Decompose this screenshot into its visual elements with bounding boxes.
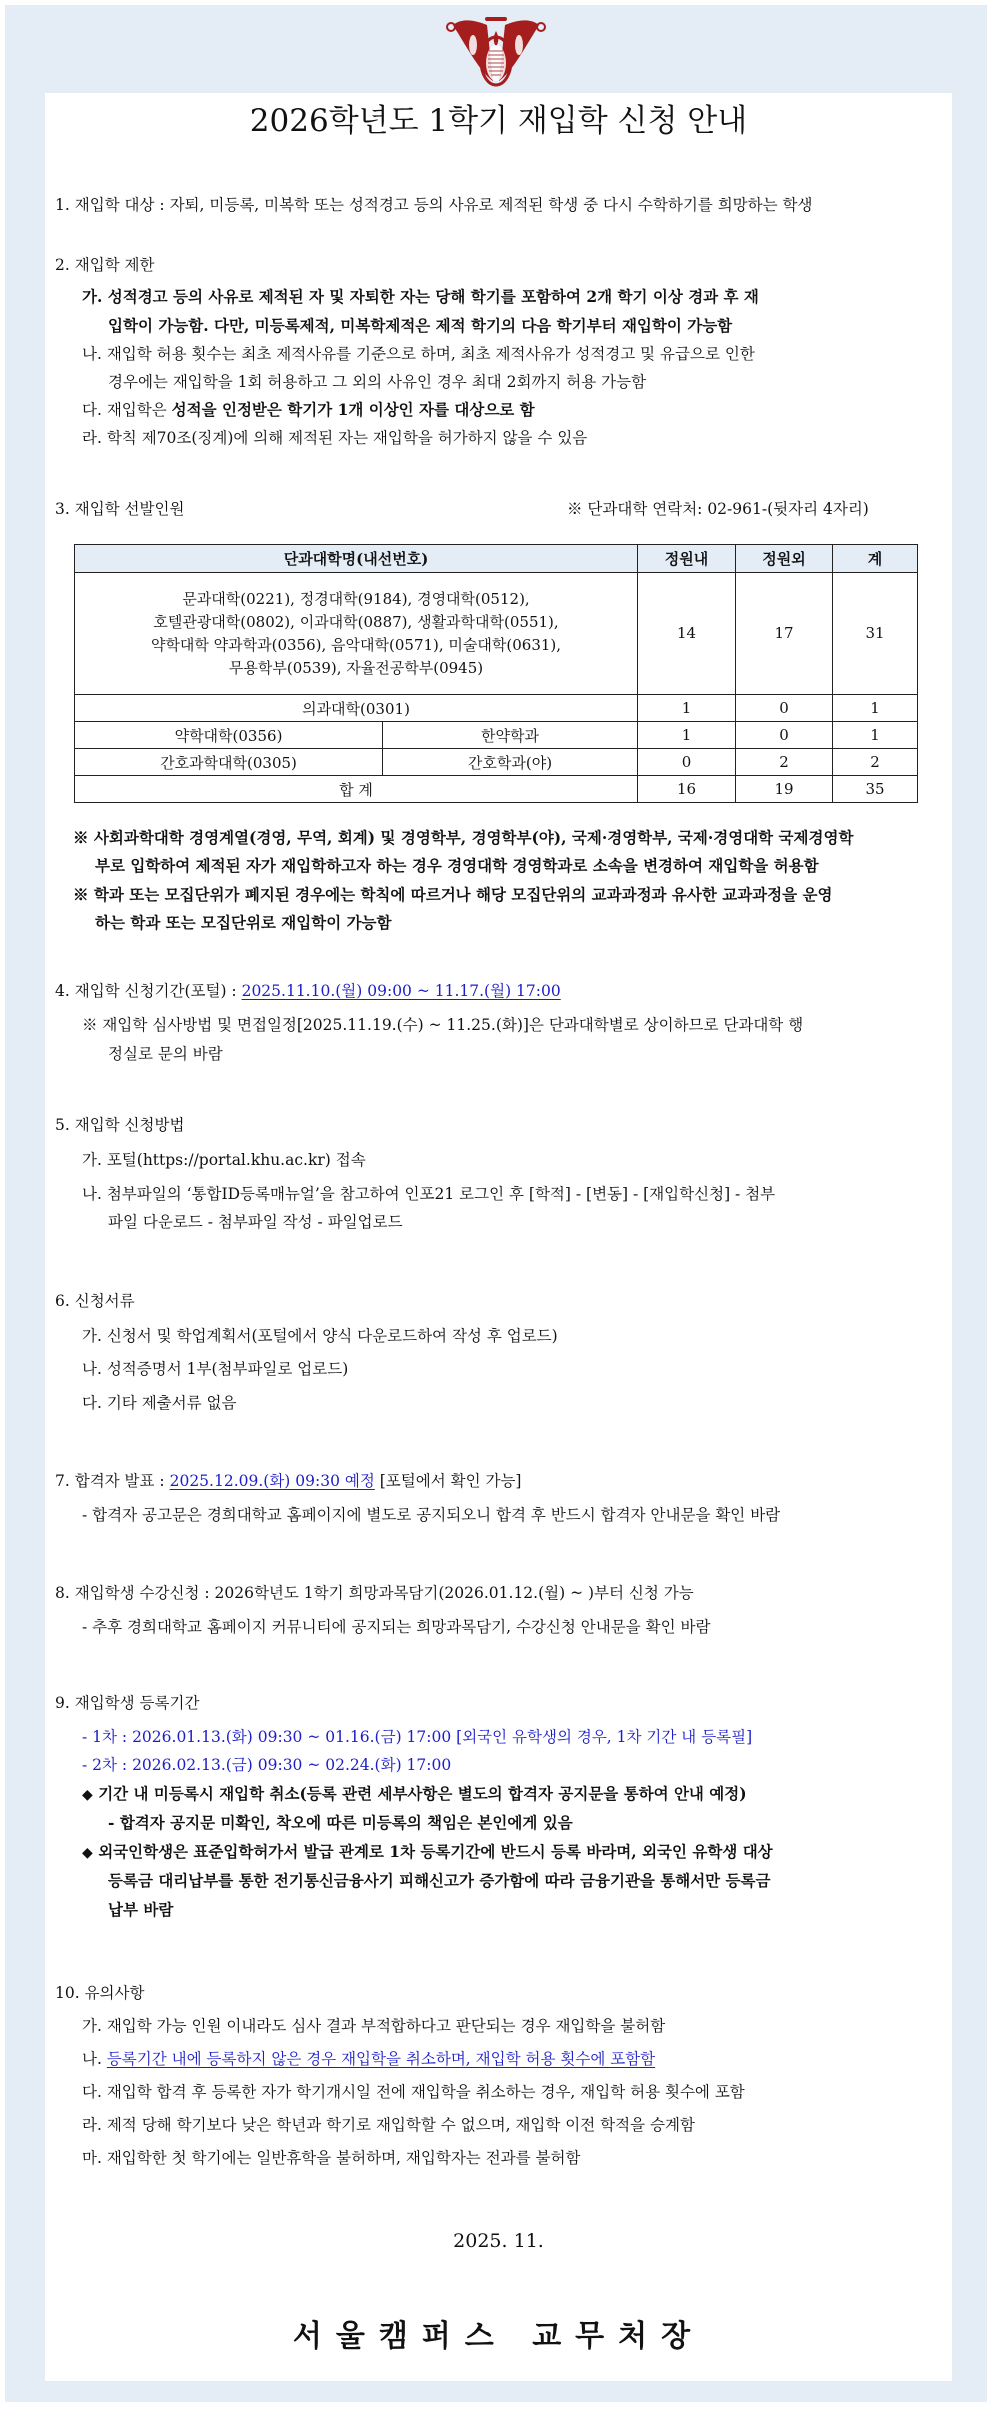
section-2-da-bold: 성적을 인정받은 학기가 1개 이상인 자를 대상으로 함 xyxy=(171,400,535,419)
section-8-course-registration: 8. 재입학생 수강신청 : 2026학년도 1학기 희망과목담기(2026.01.12.(월) ~ )부터 신청 가능 xyxy=(55,1584,694,1602)
sum-out-quota-cell: 19 xyxy=(736,776,833,803)
college-line: 무용학부(0539), 자율전공학부(0945) xyxy=(228,658,484,677)
section-3-heading: 3. 재입학 선발인원 xyxy=(55,500,185,518)
diamond-bullet-icon: ◆ xyxy=(82,1787,93,1803)
out-quota-cell: 2 xyxy=(736,749,833,776)
sum-total-cell: 35 xyxy=(833,776,918,803)
col-header-total: 계 xyxy=(833,545,918,573)
section-5-na-line1: 나. 첨부파일의 ‘통합ID등록매뉴얼’을 참고하여 인포21 로그인 후 [학적] - [변동] - [재입학신청] - 첨부 xyxy=(82,1185,776,1203)
section-7-note: - 합격자 공고문은 경희대학교 홈페이지에 별도로 공지되오니 합격 후 반드시 합격자 안내문을 확인 바람 xyxy=(82,1506,781,1524)
section-9-bullet1-sub: - 합격자 공지문 미확인, 착오에 따른 미등록의 책임은 본인에게 있음 xyxy=(108,1813,573,1832)
section-1-target: 1. 재입학 대상 : 자퇴, 미등록, 미복학 또는 성적경고 등의 사유로 제적된 학생 중 다시 수학하기를 희망하는 학생 xyxy=(55,196,813,214)
total-cell: 1 xyxy=(833,695,918,722)
table-row xyxy=(75,573,918,695)
section-2-da xyxy=(82,399,535,421)
abolished-unit-note-line1: ※ 학과 또는 모집단위가 폐지된 경우에는 학칙에 따르거나 해당 모집단위의 교과과정과 유사한 교과과정을 운영 xyxy=(73,885,833,904)
in-quota-cell: 0 xyxy=(638,749,736,776)
section-2-da-prefix: 다. 재입학은 xyxy=(82,401,172,419)
sum-in-quota-cell: 16 xyxy=(638,776,736,803)
college-line: 문과대학(0221), 정경대학(9184), 경영대학(0512), xyxy=(182,589,530,608)
announcement-date: 2025.12.09.(화) 09:30 예정 xyxy=(169,1472,375,1490)
section-10-ma: 마. 재입학한 첫 학기에는 일반휴학을 불허하며, 재입학자는 전과를 불허함 xyxy=(82,2149,581,2167)
college-cell: 의과대학(0301) xyxy=(75,695,638,722)
in-quota-cell: 1 xyxy=(638,722,736,749)
business-major-note-line2: 부로 입학하여 제적된 자가 재입학하고자 하는 경우 경영대학 경영학과로 소속을 변경하여 재입학을 허용함 xyxy=(95,856,819,875)
issue-date: 2025. 11. xyxy=(453,2230,544,2252)
dept-cell: 간호학과(야) xyxy=(383,749,638,776)
college-contact-note: ※ 단과대학 연락처: 02-961-(뒷자리 4자리) xyxy=(567,500,869,518)
col-header-college: 단과대학명(내선번호) xyxy=(75,545,638,573)
college-line: 호텔관광대학(0802), 이과대학(0887), 생활과학대학(0551), xyxy=(153,612,559,631)
out-quota-cell: 0 xyxy=(736,722,833,749)
page-title: 2026학년도 1학기 재입학 신청 안내 xyxy=(249,103,748,139)
col-header-in-quota: 정원내 xyxy=(638,545,736,573)
total-cell: 1 xyxy=(833,722,918,749)
section-10-na xyxy=(82,2048,655,2070)
section-2-na-line1: 나. 재입학 허용 횟수는 최초 제적사유를 기준으로 하며, 최초 제적사유가 성적경고 및 유급으로 인한 xyxy=(82,345,755,363)
total-cell: 2 xyxy=(833,749,918,776)
out-quota-cell: 0 xyxy=(736,695,833,722)
table-row xyxy=(75,722,918,749)
section-5-ga: 가. 포털(https://portal.khu.ac.kr) 접속 xyxy=(82,1151,366,1169)
section-10-da: 다. 재입학 합격 후 등록한 자가 학기개시일 전에 재입학을 취소하는 경우, 재입학 허용 횟수에 포함 xyxy=(82,2083,745,2101)
section-10-heading: 10. 유의사항 xyxy=(55,1984,145,2002)
sum-label-cell: 합 계 xyxy=(75,776,638,803)
abolished-unit-note-line2: 하는 학과 또는 모집단위로 재입학이 가능함 xyxy=(95,913,392,932)
section-8-note: - 추후 경희대학교 홈페이지 커뮤니티에 공지되는 희망과목담기, 수강신청 안내문을 확인 바람 xyxy=(82,1618,711,1636)
section-7-announcement xyxy=(55,1470,521,1492)
table-header-row xyxy=(75,545,918,573)
section-6-da: 다. 기타 제출서류 없음 xyxy=(82,1394,237,1412)
section-10-na-prefix: 나. xyxy=(82,2050,107,2068)
business-major-note-line1: ※ 사회과학대학 경영계열(경영, 무역, 회계) 및 경영학부, 경영학부(야), 국제·경영학부, 국제·경영대학 국제경영학 xyxy=(73,828,854,847)
dept-cell: 한약학과 xyxy=(383,722,638,749)
section-6-heading: 6. 신청서류 xyxy=(55,1292,135,1310)
college-cell: 간호과학대학(0305) xyxy=(75,749,383,776)
section-4-application-period xyxy=(55,980,561,1002)
notice-document xyxy=(45,93,952,2381)
section-7-suffix: [포털에서 확인 가능] xyxy=(374,1472,522,1490)
in-quota-cell: 1 xyxy=(638,695,736,722)
registration-cancel-warning: 등록기간 내에 등록하지 않은 경우 재입학을 취소하며, 재입학 허용 횟수에 포함함 xyxy=(106,2050,656,2068)
college-line: 약학대학 약과학과(0356), 음악대학(0571), 미술대학(0631), xyxy=(150,635,562,654)
section-10-ra: 라. 제적 당해 학기보다 낮은 학년과 학기로 재입학할 수 없으며, 재입학 이전 학적을 승계함 xyxy=(82,2116,695,2134)
section-4-label: 4. 재입학 신청기간(포털) : xyxy=(55,982,242,1000)
section-9-heading: 9. 재입학생 등록기간 xyxy=(55,1694,200,1712)
section-6-na: 나. 성적증명서 1부(첨부파일로 업로드) xyxy=(82,1360,349,1378)
section-2-heading: 2. 재입학 제한 xyxy=(55,256,155,274)
section-2-ga-line2: 입학이 가능함. 다만, 미등록제적, 미복학제적은 제적 학기의 다음 학기부터 재입학이 가능함 xyxy=(108,316,733,335)
section-9-bullet2-line3: 납부 바람 xyxy=(108,1900,174,1919)
section-6-ga: 가. 신청서 및 학업계획서(포털에서 양식 다운로드하여 작성 후 업로드) xyxy=(82,1327,558,1345)
out-quota-cell: 17 xyxy=(736,573,833,695)
registration-second-period: - 2차 : 2026.02.13.(금) 09:30 ~ 02.24.(화) 17:00 xyxy=(82,1756,452,1774)
section-5-heading: 5. 재입학 신청방법 xyxy=(55,1116,185,1134)
table-row xyxy=(75,749,918,776)
section-7-label: 7. 합격자 발표 : xyxy=(55,1472,170,1490)
table-row xyxy=(75,695,918,722)
bullet1-text: 기간 내 미등록시 재입학 취소(등록 관련 세부사항은 별도의 합격자 공지문을 통하여 안내 예정) xyxy=(98,1784,747,1803)
university-emblem-icon xyxy=(443,11,549,89)
issuer-signature: 서울캠퍼스 교무처장 xyxy=(292,2319,705,2354)
selection-quota-table xyxy=(74,544,918,803)
college-list-cell xyxy=(75,573,638,695)
total-cell: 31 xyxy=(833,573,918,695)
section-4-note-line1: ※ 재입학 심사방법 및 면접일정[2025.11.19.(수) ~ 11.25.(화)]은 단과대학별로 상이하므로 단과대학 행 xyxy=(82,1016,804,1034)
col-header-out-quota: 정원외 xyxy=(736,545,833,573)
section-9-bullet1 xyxy=(82,1783,747,1806)
section-5-na-line2: 파일 다운로드 - 첨부파일 작성 - 파일업로드 xyxy=(108,1213,403,1231)
diamond-bullet-icon: ◆ xyxy=(82,1845,93,1861)
section-2-ra: 라. 학칙 제70조(징계)에 의해 제적된 자는 재입학을 허가하지 않을 수 있음 xyxy=(82,429,588,447)
section-10-ga: 가. 재입학 가능 인원 이내라도 심사 결과 부적합하다고 판단되는 경우 재입학을 불허함 xyxy=(82,2017,666,2035)
application-period-dates: 2025.11.10.(월) 09:00 ~ 11.17.(월) 17:00 xyxy=(241,982,561,1000)
bullet2-text: 외국인학생은 표준입학허가서 발급 관계로 1차 등록기간에 반드시 등록 바라며, 외국인 유학생 대상 xyxy=(98,1842,773,1861)
in-quota-cell: 14 xyxy=(638,573,736,695)
section-4-note-line2: 정실로 문의 바람 xyxy=(108,1045,223,1063)
section-9-bullet2-line2: 등록금 대리납부를 통한 전기통신금융사기 피해신고가 증가함에 따라 금융기관을 통해서만 등록금 xyxy=(108,1871,771,1890)
section-2-na-line2: 경우에는 재입학을 1회 허용하고 그 외의 사유인 경우 최대 2회까지 허용 가능함 xyxy=(108,373,647,391)
registration-first-period: - 1차 : 2026.01.13.(화) 09:30 ~ 01.16.(금) 17:00 [외국인 유학생의 경우, 1차 기간 내 등록필] xyxy=(82,1728,753,1746)
section-9-bullet2-line1 xyxy=(82,1841,773,1864)
section-2-ga-line1: 가. 성적경고 등의 사유로 제적된 자 및 자퇴한 자는 당해 학기를 포함하여 2개 학기 이상 경과 후 재 xyxy=(82,287,759,306)
table-sum-row xyxy=(75,776,918,803)
college-cell: 약학대학(0356) xyxy=(75,722,383,749)
